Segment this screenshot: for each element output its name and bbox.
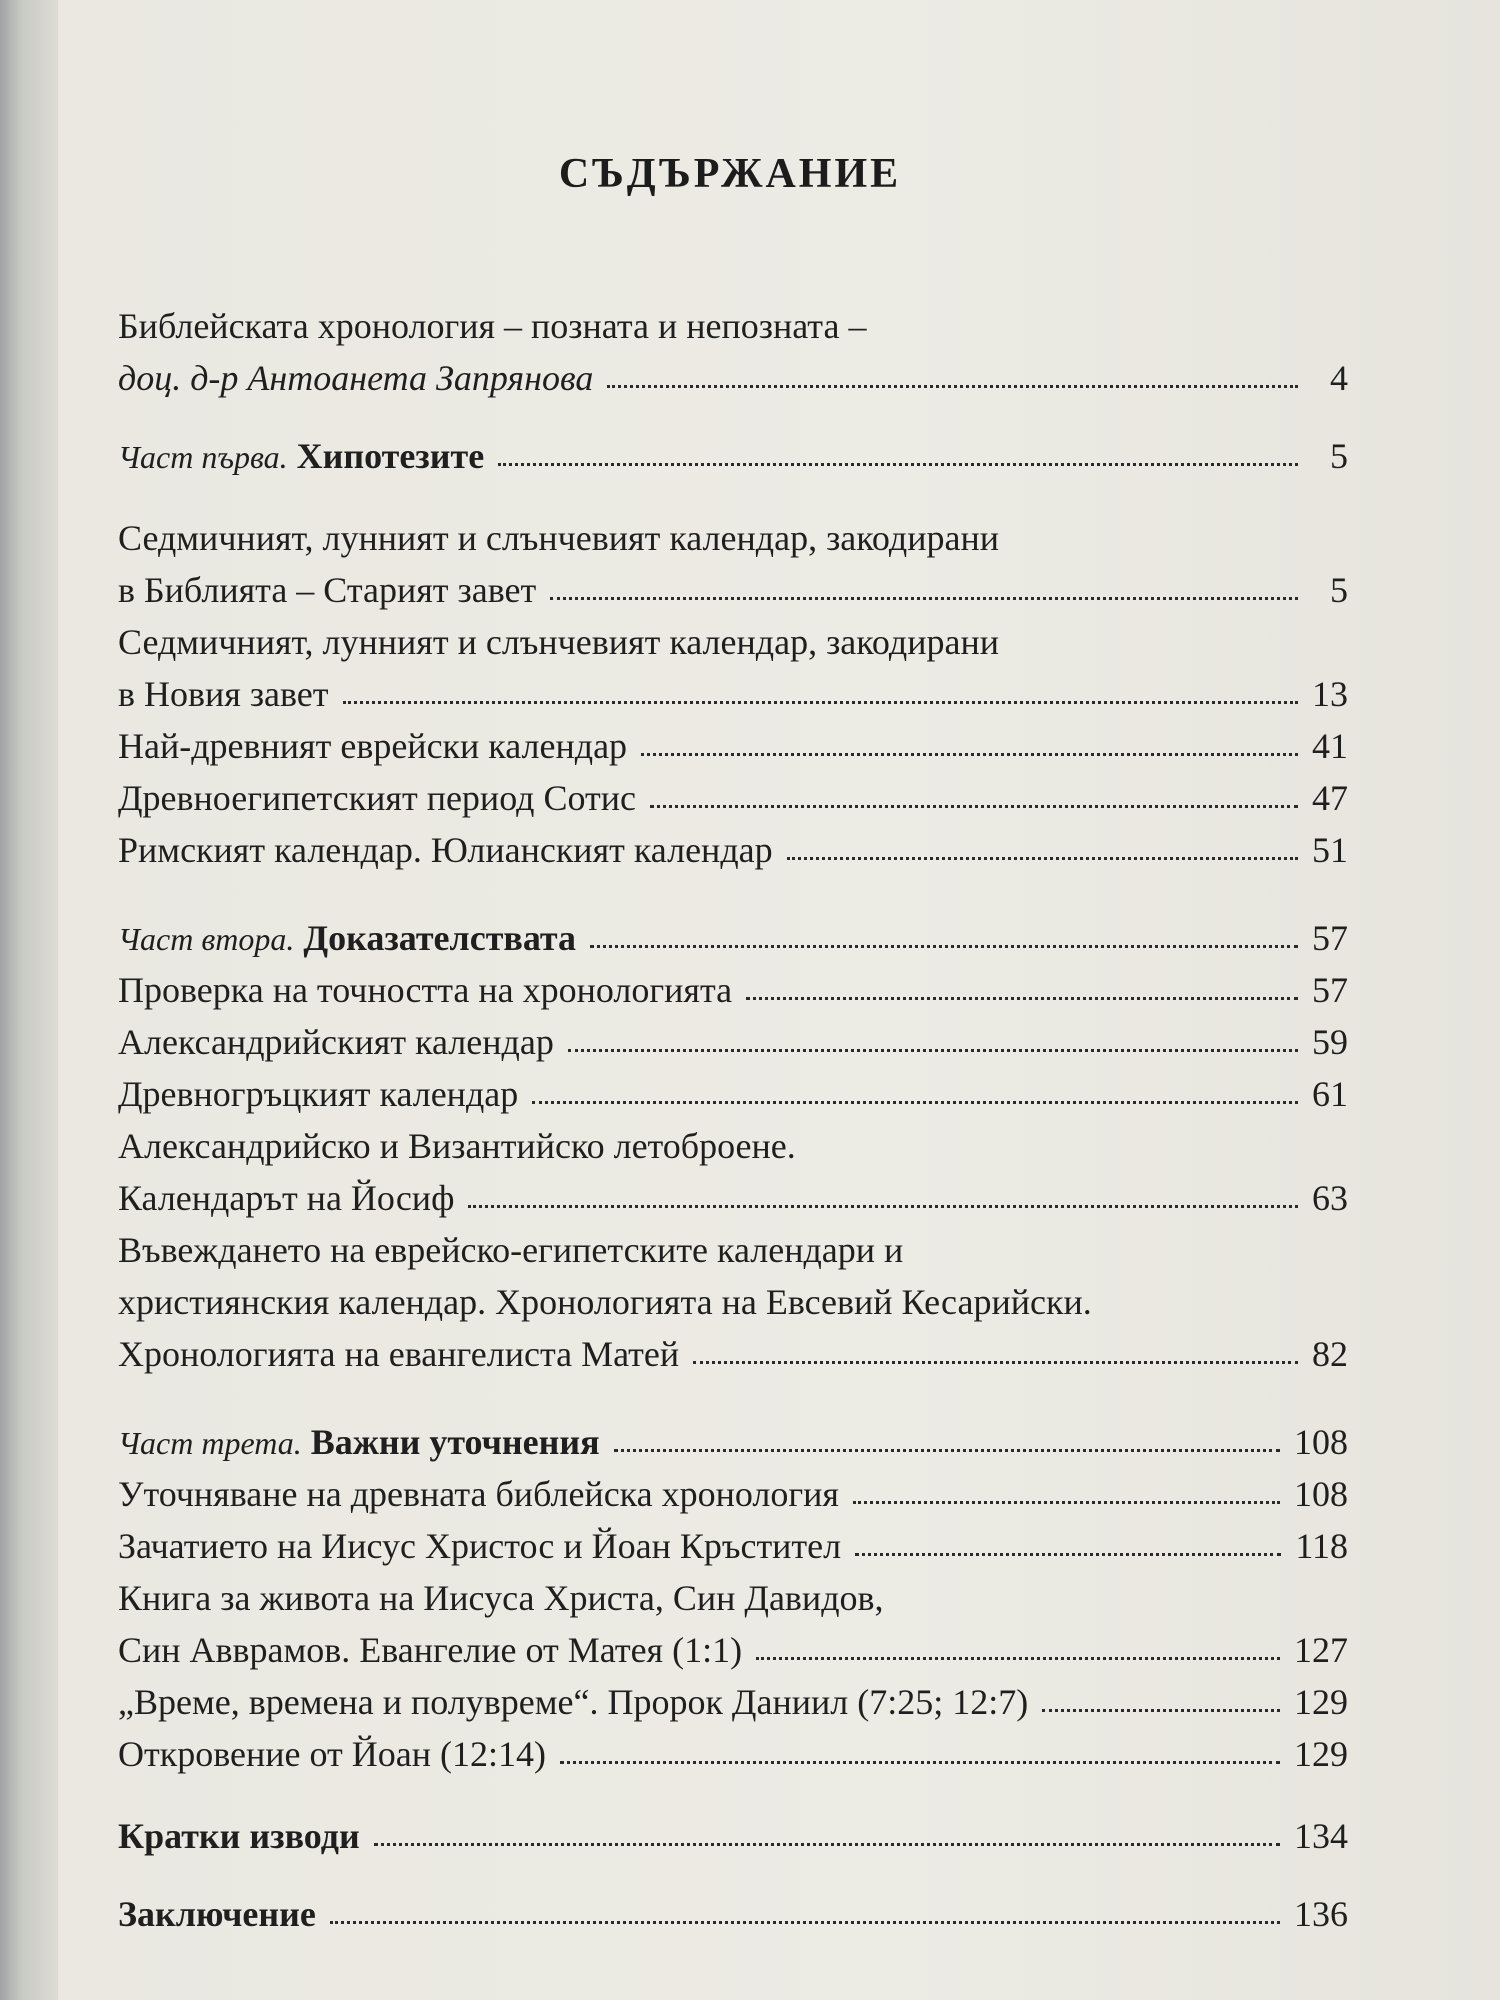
page-number: 51 — [1312, 830, 1348, 870]
page-number: 5 — [1330, 436, 1348, 476]
part-label: Част втора. — [118, 921, 295, 957]
page-number: 57 — [1312, 970, 1348, 1010]
toc-entry-line: Книга за живота на Иисуса Христа, Син Давидов, — [118, 1578, 884, 1618]
toc-entry: Проверка на точността на хронологията 57 — [118, 964, 1348, 1016]
toc-entry: Откровение от Йоан (12:14) 129 — [118, 1728, 1348, 1780]
dot-leader — [614, 1445, 1280, 1452]
dot-leader — [855, 1549, 1281, 1556]
toc-entry-line: християнския календар. Хронологията на Евсевий Кесарийски. — [118, 1282, 1092, 1322]
page-number: 59 — [1312, 1022, 1348, 1062]
page-number: 41 — [1312, 726, 1348, 766]
dot-leader — [641, 749, 1298, 756]
part-name: Важни уточнения — [310, 1422, 600, 1462]
toc-entry: Календарът на Йосиф 63 — [118, 1172, 1348, 1224]
table-of-contents — [118, 300, 1348, 1940]
toc-entry: в Библията – Старият завет 5 — [118, 564, 1348, 616]
dot-leader — [756, 1653, 1280, 1660]
page-number: 47 — [1312, 778, 1348, 818]
page-number: 108 — [1294, 1422, 1348, 1462]
page-number: 13 — [1312, 674, 1348, 714]
page-title: СЪДЪРЖАНИЕ — [558, 151, 902, 197]
toc-entry-line: Въвеждането на еврейско-египетските календари и — [118, 1230, 904, 1270]
dot-leader — [650, 801, 1298, 808]
page-number: 108 — [1294, 1474, 1348, 1514]
page-number: 129 — [1294, 1682, 1348, 1722]
dot-leader — [607, 381, 1298, 388]
dot-leader — [590, 941, 1298, 948]
page-number: 63 — [1312, 1178, 1348, 1218]
toc-entry-conclusions: Кратки изводи 134 — [118, 1810, 1348, 1862]
part-label: Част трета. — [118, 1425, 302, 1461]
page-number: 129 — [1294, 1734, 1348, 1774]
page-number: 134 — [1294, 1816, 1348, 1856]
page-number: 57 — [1312, 918, 1348, 958]
toc-entry-closing: Заключение 136 — [118, 1888, 1348, 1940]
toc-entry: Син Авврамов. Евангелие от Матея (1:1) 127 — [118, 1624, 1348, 1676]
toc-entry-line: Седмичният, лунният и слънчевият календар, закодирани — [118, 518, 999, 558]
toc-entry: Древногръцкият календар 61 — [118, 1068, 1348, 1120]
toc-entry-line: Седмичният, лунният и слънчевият календар, закодирани — [118, 622, 999, 662]
dot-leader — [693, 1357, 1298, 1364]
part-heading-1 — [118, 430, 1348, 482]
page-number: 82 — [1312, 1334, 1348, 1374]
part-heading-3 — [118, 1416, 1348, 1468]
page-number: 5 — [1330, 570, 1348, 610]
part-label: Част първа. — [118, 439, 288, 475]
toc-entry: Александрийският календар 59 — [118, 1016, 1348, 1068]
toc-entry: Най-древният еврейски календар 41 — [118, 720, 1348, 772]
page-number: 127 — [1294, 1630, 1348, 1670]
toc-entry: Римският календар. Юлианският календар 51 — [118, 824, 1348, 876]
dot-leader — [1042, 1705, 1280, 1712]
dot-leader — [560, 1757, 1280, 1764]
page-number: 118 — [1295, 1526, 1348, 1566]
toc-intro-line: Библейската хронология – позната и непозната – — [118, 306, 867, 346]
toc-entry: Уточняване на древната библейска хронология 108 — [118, 1468, 1348, 1520]
dot-leader — [568, 1045, 1298, 1052]
toc-entry: Зачатието на Иисус Христос и Йоан Кръстител 118 — [118, 1520, 1348, 1572]
page-number: 61 — [1312, 1074, 1348, 1114]
toc-entry-line: Александрийско и Византийско летоброене. — [118, 1126, 796, 1166]
toc-entry: в Новия завет 13 — [118, 668, 1348, 720]
toc-intro-author: доц. д-р Антоанета Запрянова — [118, 358, 594, 398]
dot-leader — [374, 1839, 1280, 1846]
dot-leader — [550, 593, 1298, 600]
dot-leader — [330, 1917, 1280, 1924]
toc-entry-intro — [118, 352, 1348, 404]
book-spine-shadow — [0, 0, 58, 2000]
page-number: 4 — [1330, 358, 1348, 398]
dot-leader — [853, 1497, 1280, 1504]
part-name: Хипотезите — [296, 436, 485, 476]
dot-leader — [532, 1097, 1298, 1104]
dot-leader — [787, 853, 1298, 860]
dot-leader — [343, 697, 1298, 704]
dot-leader — [498, 459, 1298, 466]
dot-leader — [746, 993, 1298, 1000]
toc-entry: Древноегипетският период Сотис 47 — [118, 772, 1348, 824]
dot-leader — [468, 1201, 1298, 1208]
part-name: Доказателствата — [303, 918, 577, 958]
part-heading-2 — [118, 912, 1348, 964]
toc-entry: Хронологията на евангелиста Матей 82 — [118, 1328, 1348, 1380]
page-number: 136 — [1294, 1894, 1348, 1934]
toc-entry: „Време, времена и полувреме“. Пророк Даниил (7:25; 12:7) 129 — [118, 1676, 1348, 1728]
